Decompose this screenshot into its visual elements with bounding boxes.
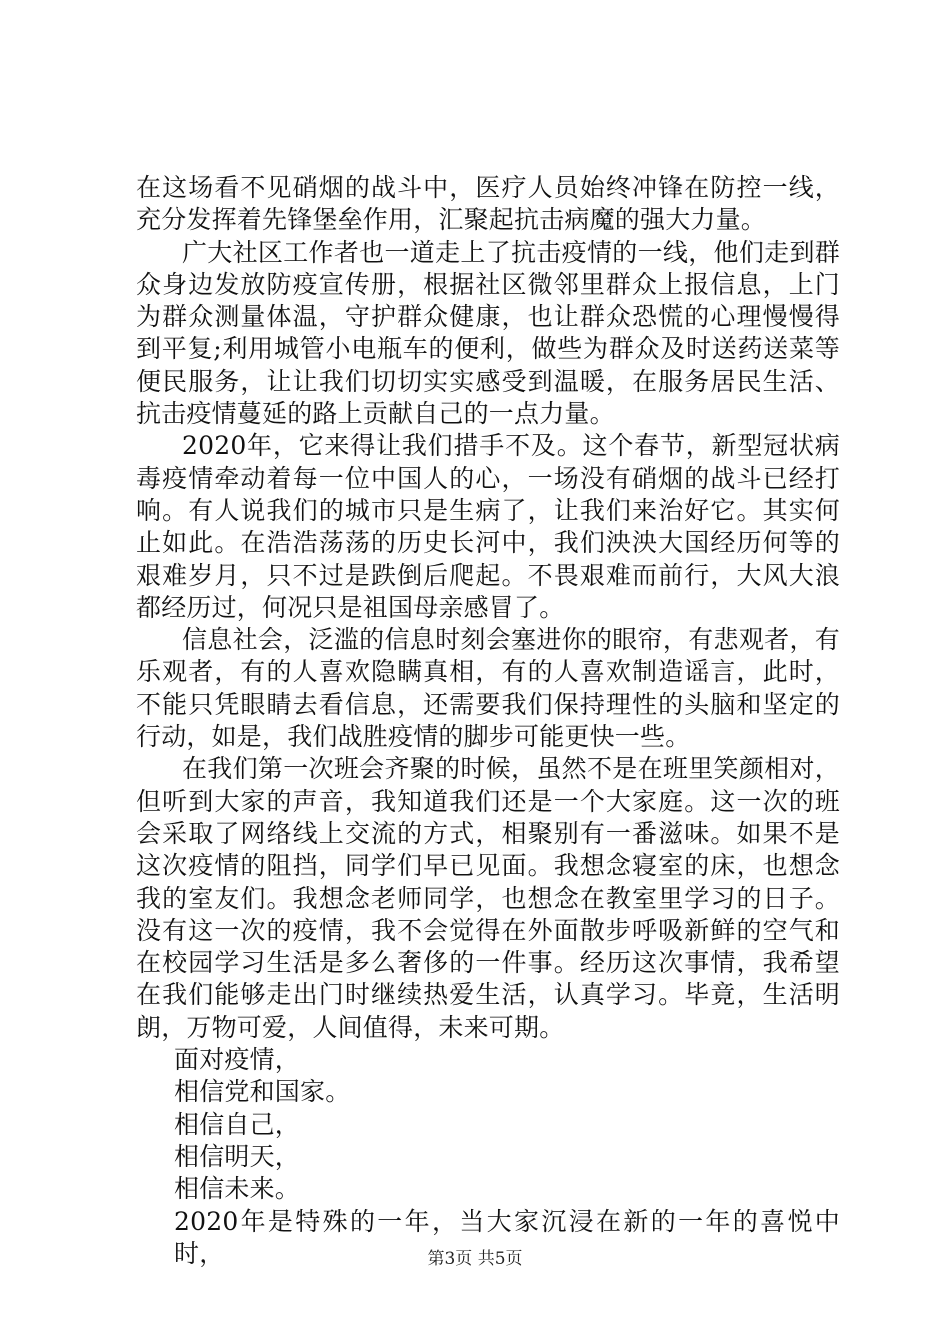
paragraph: 广大社区工作者也一道走上了抗击疫情的一线，他们走到群众身边发放防疫宣传册，根据社区微邻里群众上报信息，上门为群众测量体温，守护群众健康，也让群众恐慌的心理慢慢得到平复;利用城管小电瓶车的便利，做些为群众及时送药送菜等便民服务，让让我们切切实实感受到温暖，在服务居民生活、抗击疫情蔓延的路上贡献自己的一点力量。: [136, 237, 840, 429]
paragraph: 相信明天，: [174, 1141, 301, 1171]
paragraph: 在这场看不见硝烟的战斗中，医疗人员始终冲锋在防控一线，充分发挥着先锋堡垒作用，汇聚起抗击病魔的强大力量。: [136, 173, 840, 235]
paragraph: 面对疫情，: [174, 1045, 301, 1075]
paragraph: 2020年是特殊的一年，当大家沉浸在新的一年的喜悦中时，: [174, 1206, 840, 1268]
paragraph: 相信未来。: [174, 1174, 301, 1204]
paragraph: 相信自己，: [174, 1109, 301, 1139]
paragraph: 信息社会，泛滥的信息时刻会塞进你的眼帘，有悲观者，有乐观者，有的人喜欢隐瞒真相，有的人喜欢制造谣言，此时，不能只凭眼睛去看信息，还需要我们保持理性的头脑和坚定的行动，如是，我们战胜疫情的脚步可能更快一些。: [136, 625, 840, 752]
paragraph: 在我们第一次班会齐聚的时候，虽然不是在班里笑颜相对，但听到大家的声音，我知道我们还是一个大家庭。这一次的班会采取了网络线上交流的方式，相聚别有一番滋味。如果不是这次疫情的阻挡，同学们早已见面。我想念寝室的床，也想念我的室友们。我想念老师同学，也想念在教室里学习的日子。没有这一次的疫情，我不会觉得在外面散步呼吸新鲜的空气和在校园学习生活是多么奢侈的一件事。经历这次事情，我希望在我们能够走出门时继续热爱生活，认真学习。毕竟，生活明朗，万物可爱，人间值得，未来可期。: [136, 754, 840, 1042]
paragraph: 相信党和国家。: [174, 1077, 351, 1107]
page-footer: 第3页 共5页: [427, 1249, 523, 1269]
document-body: [136, 172, 840, 1270]
paragraph: 2020年，它来得让我们措手不及。这个春节，新型冠状病毒疫情牵动着每一位中国人的心，一场没有硝烟的战斗已经打响。有人说我们的城市只是生病了，让我们来治好它。其实何止如此。在浩浩荡荡的历史长河中，我们泱泱大国经历何等的艰难岁月，只不过是跌倒后爬起。不畏艰难而前行，大风大浪都经历过，何况只是祖国母亲感冒了。: [136, 431, 840, 622]
